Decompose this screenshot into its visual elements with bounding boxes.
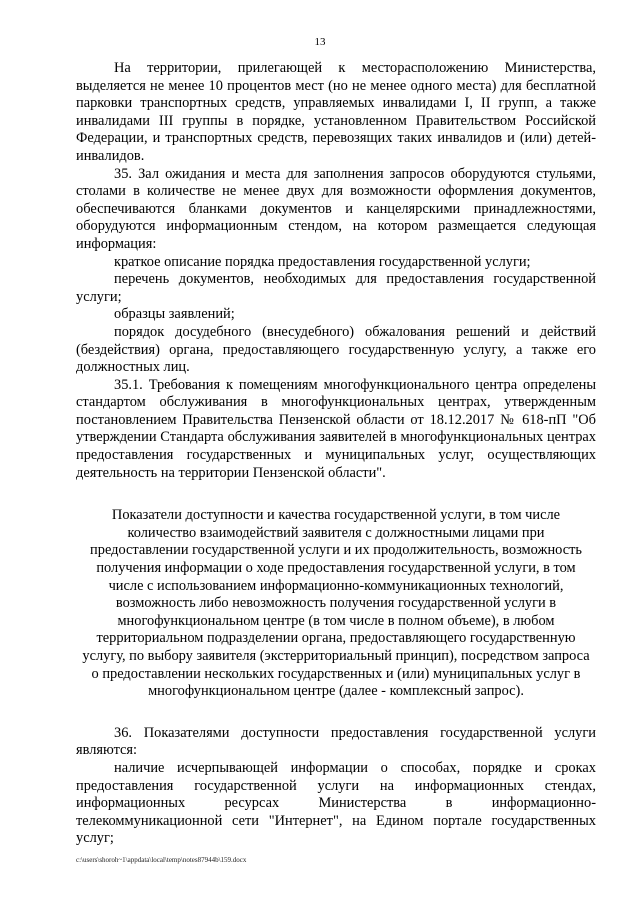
document-body — [76, 60, 596, 848]
page-number: 13 — [314, 36, 326, 48]
list-item-samples: образцы заявлений; — [114, 306, 235, 323]
footer-file-path: c:\users\shoroh~1\appdata\local\temp\notes87944b\159.docx — [76, 856, 247, 864]
paragraph-36-information: наличие исчерпывающей информации о способах, порядке и сроках предоставления государственной услуги на информационных стендах, информационных ресурсах Министерства в информационно-телекоммуникационной сети "Интернет", на Едином портале государственных услуг; — [76, 759, 596, 847]
paragraph-35: 35. Зал ожидания и места для заполнения запросов оборудуются стульями, столами в количестве не менее двух для возможности оформления документов, обеспечиваются бланками документов и канцелярскими принадлежностями, оборудуются информационным стендом, на котором размещается следующая информация: — [76, 165, 596, 252]
list-item-appeal: порядок досудебного (внесудебного) обжалования решений и действий (бездействия) органа, предоставляющего государственную услугу, а также его должностных лиц. — [76, 323, 596, 376]
paragraph-parking: На территории, прилегающей к месторасположению Министерства, выделяется не менее 10 процентов мест (но не менее одного места) для бесплатной парковки транспортных средств, управляемых инвалидами I, II групп, а также инвалидами III группы в порядке, установленном Правительством Российской Федерации, и транспортных средств, перевозящих таких инвалидов и (или) детей-инвалидов. — [76, 60, 596, 164]
list-item-description: краткое описание порядка предоставления государственной услуги; — [114, 253, 531, 270]
section-heading: Показатели доступности и качества государственной услуги, в том числе количество взаимодействий заявителя с должностными лицами при предоставлении государственной услуги и их продолжительность, возможность получения информации о ходе предоставления государственной услуги, в том числе с использованием информационно-коммуникационных технологий, возможность либо невозможность получения государственной услуги в многофункциональном центре (в том числе в полном объеме), в любом территориальном подразделении органа, предоставляющего государственную услугу, по выбору заявителя (экстерриториальный принцип), посредством запроса о предоставлении нескольких государственных и (или) муниципальных услуг в многофункциональном центре (далее - комплексный запрос). — [82, 507, 590, 700]
paragraph-36: 36. Показателями доступности предоставления государственной услуги являются: — [76, 724, 596, 759]
paragraph-35-1: 35.1. Требования к помещениям многофункционального центра определены стандартом обслуживания в многофункциональных центрах, утвержденным постановлением Правительства Пензенской области от 18.12.2017 № 618-пП "Об утверждении Стандарта обслуживания заявителей в многофункциональных центрах предоставления государственных и муниципальных услуг, осуществляющих деятельность на территории Пензенской области". — [76, 376, 596, 481]
list-item-documents: перечень документов, необходимых для предоставления государственной услуги; — [76, 271, 596, 305]
